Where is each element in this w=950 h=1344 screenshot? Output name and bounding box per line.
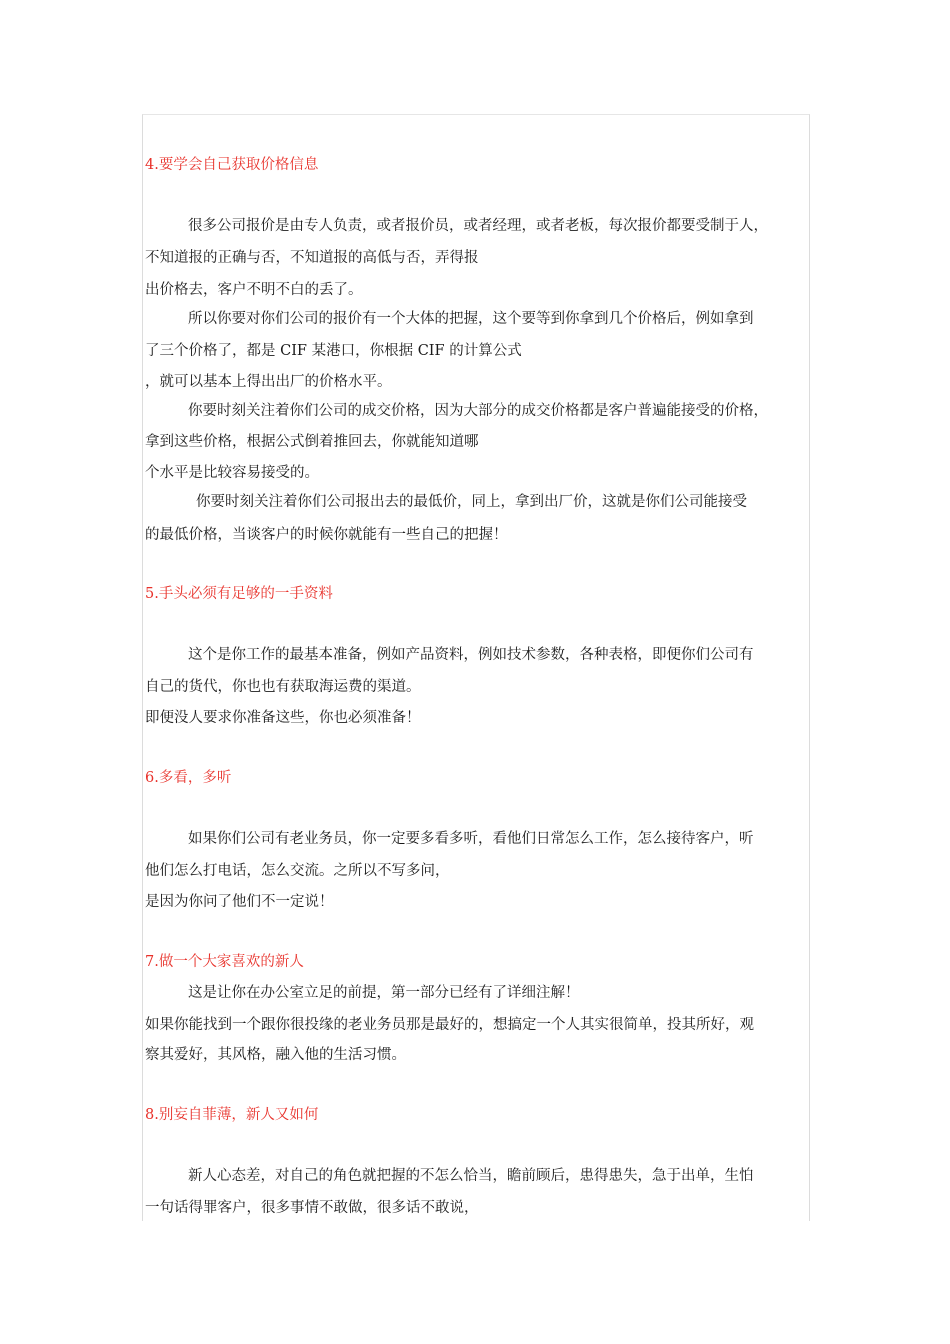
paragraph-line: 你要时刻关注着你们公司报出去的最低价，同上，拿到出厂价，这就是你们公司能接受 bbox=[196, 494, 747, 510]
paragraph-line: 你要时刻关注着你们公司的成交价格，因为大部分的成交价格都是客户普遍能接受的价格， bbox=[188, 403, 768, 419]
paragraph-line: ，就可以基本上得出出厂的价格水平。 bbox=[145, 374, 392, 390]
paragraph-line: 察其爱好，其风格，融入他的生活习惯。 bbox=[145, 1047, 406, 1063]
paragraph-line: 如果你能找到一个跟你很投缘的老业务员那是最好的，想搞定一个人其实很简单，投其所好，观 bbox=[145, 1017, 754, 1033]
paragraph-line: 如果你们公司有老业务员，你一定要多看多听，看他们日常怎么工作，怎么接待客户，听 bbox=[188, 831, 754, 847]
paragraph-line: 了三个价格了，都是 CIF 某港口，你根据 CIF 的计算公式 bbox=[145, 343, 522, 359]
paragraph-line: 自己的货代，你也也有获取海运费的渠道。 bbox=[145, 679, 421, 695]
section-heading-7: 7.做一个大家喜欢的新人 bbox=[145, 954, 304, 970]
paragraph-line: 是因为你问了他们不一定说！ bbox=[145, 894, 334, 910]
paragraph-line: 新人心态差，对自己的角色就把握的不怎么恰当，瞻前顾后，患得患失，急于出单，生怕 bbox=[188, 1168, 754, 1184]
paragraph-line: 一句话得罪客户，很多事情不敢做，很多话不敢说， bbox=[145, 1200, 479, 1216]
paragraph-line: 即便没人要求你准备这些，你也必须准备！ bbox=[145, 710, 421, 726]
paragraph-line: 他们怎么打电话，怎么交流。之所以不写多问， bbox=[145, 863, 450, 879]
paragraph-line: 很多公司报价是由专人负责，或者报价员，或者经理，或者老板，每次报价都要受制于人， bbox=[188, 218, 768, 234]
section-heading-6: 6.多看，多听 bbox=[145, 770, 232, 786]
section-heading-4: 4.要学会自己获取价格信息 bbox=[145, 157, 319, 173]
paragraph-line: 这个是你工作的最基本准备，例如产品资料，例如技术参数，各种表格，即便你们公司有 bbox=[188, 647, 754, 663]
section-heading-8: 8.别妄自菲薄，新人又如何 bbox=[145, 1107, 319, 1123]
paragraph-line: 不知道报的正确与否，不知道报的高低与否，弄得报 bbox=[145, 250, 479, 266]
paragraph-line: 所以你要对你们公司的报价有一个大体的把握，这个要等到你拿到几个价格后，例如拿到 bbox=[188, 311, 754, 327]
section-heading-5: 5.手头必须有足够的一手资料 bbox=[145, 586, 333, 602]
paragraph-line: 的最低价格，当谈客户的时候你就能有一些自己的把握！ bbox=[145, 527, 508, 543]
paragraph-line: 这是让你在办公室立足的前提，第一部分已经有了详细注解！ bbox=[188, 985, 580, 1001]
paragraph-line: 拿到这些价格，根据公式倒着推回去，你就能知道哪 bbox=[145, 434, 479, 450]
paragraph-line: 个水平是比较容易接受的。 bbox=[145, 465, 319, 481]
paragraph-line: 出价格去，客户不明不白的丢了。 bbox=[145, 282, 363, 298]
